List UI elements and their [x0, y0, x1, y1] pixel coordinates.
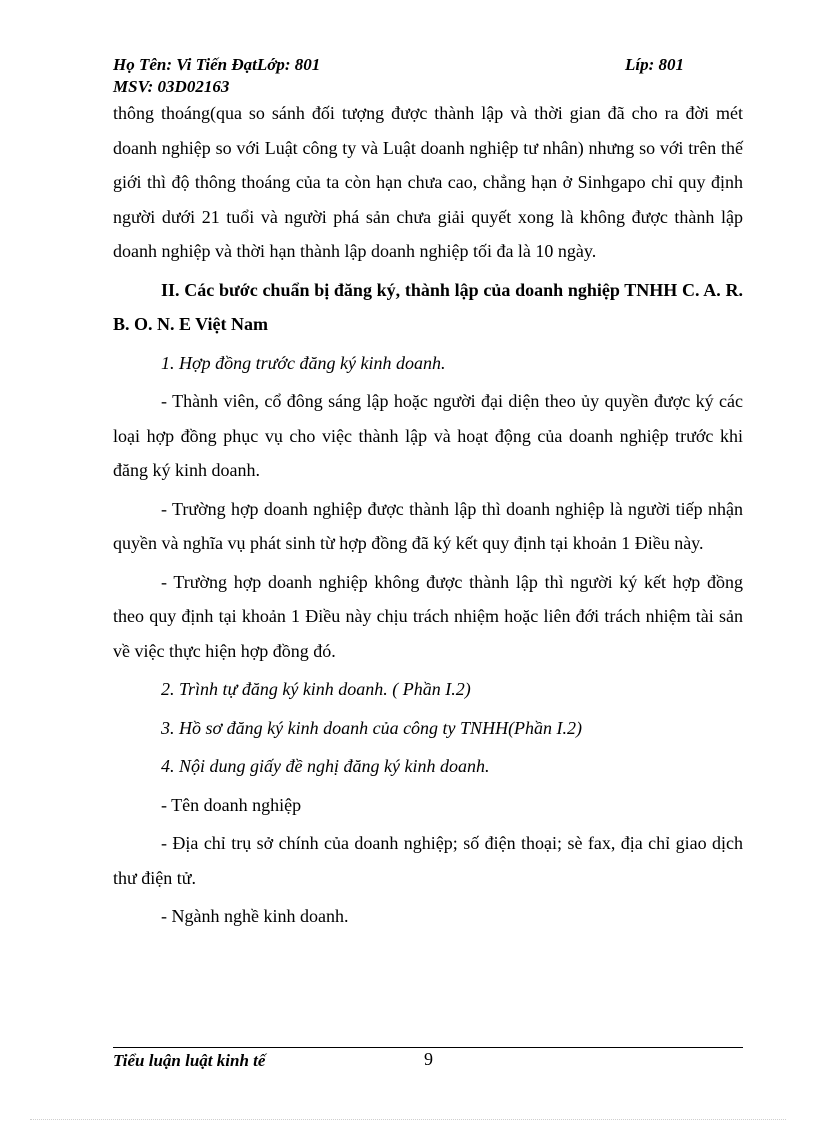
footer-title: Tiểu luận luật kinh tế: [113, 1051, 266, 1070]
paragraph-continuation: thông thoáng(qua so sánh đối tượng được thành lập và thời gian đã cho ra đời mét doanh nghiệp so với Luật công ty và Luật doanh nghiệp tư nhân) nhưng so với trên thế giới thì độ thông thoáng của ta còn hạn chưa cao, chẳng hạn ở Sinhgapo chỉ quy định người dưới 21 tuổi và người phá sản chưa giải quyết xong là không được thành lập doanh nghiệp và thời hạn thành lập doanh nghiệp tối đa là 10 ngày.: [113, 103, 743, 261]
document-body: [113, 96, 743, 934]
paragraph-founders-contracts: - Thành viên, cổ đông sáng lập hoặc người đại diện theo ủy quyền được ký các loại hợp đồng phục vụ cho việc thành lập và hoạt động của doanh nghiệp trước khi đăng ký kinh doanh.: [113, 391, 743, 480]
subheading-procedure: 2. Trình tự đăng ký kinh doanh. ( Phần I.2): [161, 679, 471, 699]
page-bottom-edge: [30, 1119, 786, 1120]
section-heading: II. Các bước chuẩn bị đăng ký, thành lập của doanh nghiệp TNHH C. A. R. B. O. N. E Việt Nam: [113, 279, 743, 334]
footer-divider: [113, 1047, 743, 1048]
header-class: Líp: 801: [625, 55, 685, 74]
subheading-contracts: 1. Hợp đồng trước đăng ký kinh doanh.: [161, 352, 446, 373]
subheading-application-content: 4. Nội dung giấy đề nghị đăng ký kinh doanh.: [161, 756, 490, 776]
page-number: 9: [424, 1049, 433, 1069]
paragraph-company-name: - Tên doanh nghiệp: [161, 794, 302, 815]
paragraph-not-established-case: - Trường hợp doanh nghiệp không được thành lập thì người ký kết hợp đồng theo quy định tại khoản 1 Điều này chịu trách nhiệm hoặc liên đới trách nhiệm tài sản về việc thực hiện hợp đồng đó.: [113, 571, 743, 661]
paragraph-established-case: - Trường hợp doanh nghiệp được thành lập thì doanh nghiệp là người tiếp nhận quyền và nghĩa vụ phát sinh từ hợp đồng đã ký kết quy định tại khoản 1 Điều này.: [113, 498, 743, 553]
header-student-id: MSV: 03D02163: [113, 77, 230, 96]
paragraph-address: - Địa chỉ trụ sở chính của doanh nghiệp; số điện thoại; sè fax, địa chỉ giao dịch thư điện tử.: [113, 833, 743, 888]
subheading-dossier: 3. Hồ sơ đăng ký kinh doanh của công ty TNHH(Phần I.2): [161, 717, 583, 738]
header-student-name: Họ Tên: Vi Tiến ĐạtLớp: 801: [113, 55, 321, 74]
paragraph-business-lines: - Ngành nghề kinh doanh.: [161, 906, 349, 926]
